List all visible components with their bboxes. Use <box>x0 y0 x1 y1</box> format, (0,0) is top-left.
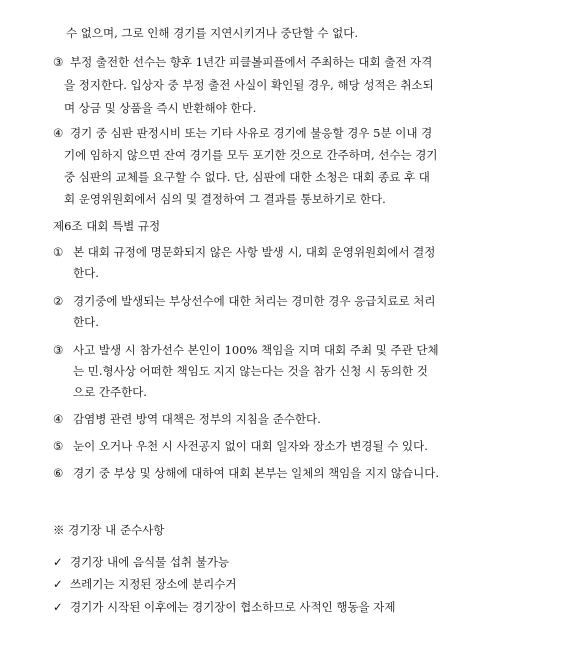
check-icon: ✓ <box>53 600 63 614</box>
item4-line1: 경기 중 심판 판정시비 또는 기타 사유로 경기에 불응할 경우 5분 이내 경 <box>70 126 433 140</box>
article6-item6-line1: 경기 중 부상 및 상해에 대하여 대회 본부는 일체의 책임을 지지 않습니다. <box>73 466 440 480</box>
article6-item3-line3: 으로 간주한다. <box>73 385 147 399</box>
article6-item1-line2: 한다. <box>73 266 99 280</box>
article6-item5-line1: 눈이 오거나 우천 시 사전공지 없이 대회 일자와 장소가 변경될 수 있다. <box>73 439 428 453</box>
item3-line1: 부정 출전한 선수는 향후 1년간 피클볼피플에서 주최하는 대회 출전 자격 <box>70 55 433 69</box>
check-item-text: 경기가 시작된 이후에는 경기장이 협소하므로 사적인 행동을 자제 <box>70 600 396 614</box>
item4-marker: ④ <box>53 126 64 140</box>
check-item-text: 쓰레기는 지정된 장소에 분리수거 <box>70 577 237 591</box>
item4-line4: 회 운영위원회에서 심의 및 결정하여 그 결과를 통보하기로 한다. <box>64 192 386 206</box>
article6-item4-marker: ④ <box>53 412 64 426</box>
article6-item4-line1: 감염병 관련 방역 대책은 정부의 지침을 준수한다. <box>73 412 321 426</box>
article6-item6-marker: ⑥ <box>53 466 64 480</box>
article6-item3-marker: ③ <box>53 343 64 357</box>
check-icon: ✓ <box>53 555 63 569</box>
article6-item2-line2: 한다. <box>73 315 99 329</box>
article6-item2-line1: 경기중에 발생되는 부상선수에 대한 처리는 경미한 경우 응급치료로 처리 <box>73 294 436 308</box>
check-item-text: 경기장 내에 음식물 섭취 불가능 <box>70 555 230 569</box>
article6-item1-line1: 본 대회 규정에 명문화되지 않은 사항 발생 시, 대회 운영위원회에서 결정 <box>73 245 436 259</box>
article6-item3-line1: 사고 발생 시 참가선수 본인이 100% 책임을 지며 대회 주최 및 주관 단체 <box>73 343 439 357</box>
article6-item2-marker: ② <box>53 294 64 308</box>
check-icon: ✓ <box>53 577 63 591</box>
article6-heading: 제6조 대회 특별 규정 <box>53 219 161 233</box>
item4-line2: 기에 임하지 않으면 잔여 경기를 모두 포기한 것으로 간주하며, 선수는 경기 <box>64 148 438 162</box>
notice-heading: ※ 경기장 내 준수사항 <box>53 523 165 537</box>
article6-item5-marker: ⑤ <box>53 439 64 453</box>
article6-item3-line2: 는 민.형사상 어떠한 책임도 지지 않는다는 것을 참가 신청 시 동의한 것 <box>73 364 428 378</box>
item4-line3: 중 심판의 교체를 요구할 수 없다. 단, 심판에 대한 소청은 대회 종료 후 대 <box>64 170 430 184</box>
intro-line: 수 없으며, 그로 인해 경기를 지연시키거나 중단할 수 없다. <box>66 26 359 40</box>
item3-line2: 을 정지한다. 입상자 중 부정 출전 사실이 확인될 경우, 해당 성적은 취소되 <box>64 78 434 92</box>
item3-line3: 며 상금 및 상품을 즉시 반환해야 한다. <box>64 101 257 115</box>
item3-marker: ③ <box>53 55 64 69</box>
article6-item1-marker: ① <box>53 245 64 259</box>
